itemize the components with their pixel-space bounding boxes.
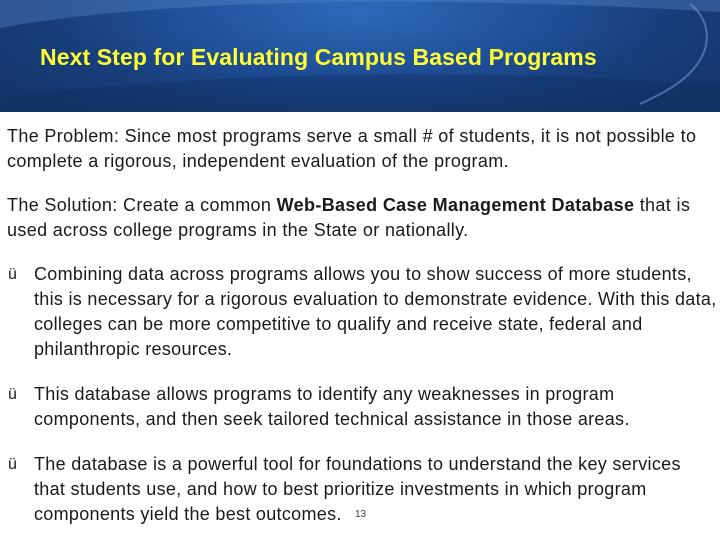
solution-text-start: The Solution: Create a common bbox=[7, 195, 277, 215]
bullet-text: This database allows programs to identify any weaknesses in program components, and then seek tailored technical assistance in those areas. bbox=[34, 384, 630, 429]
list-item bbox=[7, 262, 717, 362]
slide-title: Next Step for Evaluating Campus Based Programs bbox=[40, 44, 597, 70]
page-number: 13 bbox=[355, 509, 367, 520]
list-item bbox=[7, 382, 717, 432]
header-banner bbox=[0, 0, 720, 112]
slide-body bbox=[7, 124, 717, 527]
checkmark-icon: ü bbox=[8, 266, 18, 283]
bullet-list bbox=[7, 262, 717, 527]
checkmark-icon: ü bbox=[8, 386, 18, 403]
bullet-text: The database is a powerful tool for foundations to understand the key services that students use, and how to best prioritize investments in which program components yield the best outcomes. bbox=[34, 454, 681, 524]
solution-highlight: Web-Based Case Management Database bbox=[276, 195, 635, 215]
problem-paragraph: The Problem: Since most programs serve a small # of students, it is not possible to complete a rigorous, independent evaluation of the program. bbox=[7, 126, 697, 171]
checkmark-icon: ü bbox=[8, 456, 18, 473]
solution-paragraph bbox=[7, 193, 717, 243]
solution-text-end: that is used across college programs in the State or nationally. bbox=[7, 195, 691, 240]
bullet-text: Combining data across programs allows you to show success of more students, this is necessary for a rigorous evaluation to demonstrate evidence. With this data, colleges can be more competitive to qualify and receive state, federal and philanthropic resources. bbox=[34, 264, 717, 359]
